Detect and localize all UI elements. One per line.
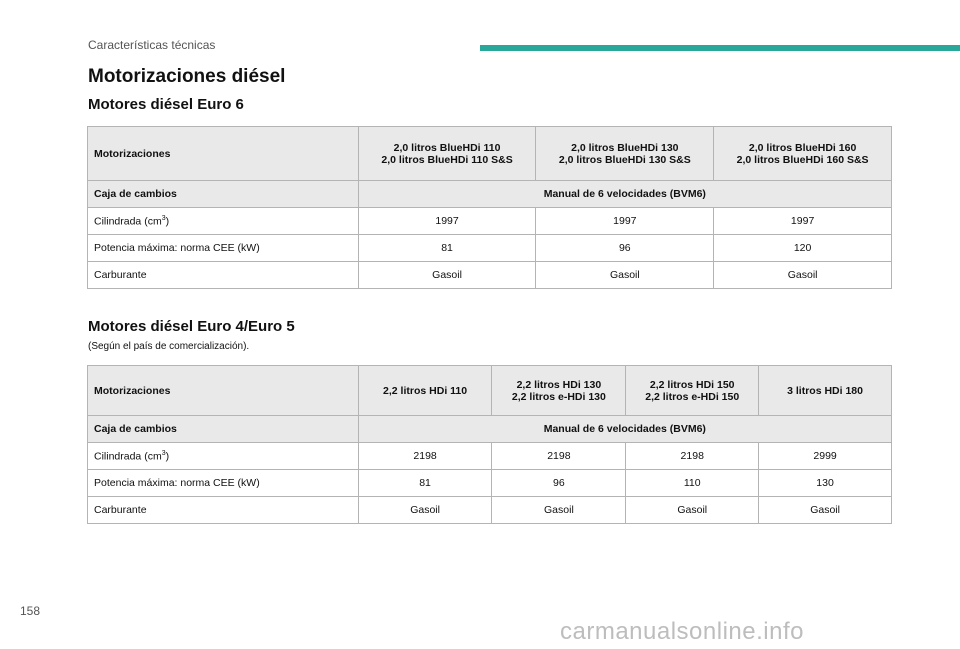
engine-header: 2,0 litros BlueHDi 130 2,0 litros BlueHDi 130 S&S — [536, 127, 714, 181]
table-cell: 2198 — [358, 443, 492, 470]
table-cell: 120 — [714, 235, 892, 262]
table-cell: Gasoil — [536, 262, 714, 289]
row-label-cilindrada: Cilindrada $(cm^3)$ — [88, 208, 359, 235]
table-cell: 96 — [492, 470, 626, 497]
table-row — [88, 366, 892, 416]
table-cell: 130 — [759, 470, 892, 497]
row-label-caja: Caja de cambios — [88, 416, 359, 443]
table-row — [88, 443, 892, 470]
table-cell: 1997 — [714, 208, 892, 235]
table-cell: Gasoil — [759, 497, 892, 524]
table-cell: Gasoil — [714, 262, 892, 289]
euro45-heading: Motores diésel Euro 4/Euro 5 — [88, 318, 295, 335]
table-cell: Gasoil — [358, 262, 536, 289]
table-cell: Gasoil — [358, 497, 492, 524]
row-label-potencia: Potencia máxima: norma CEE (kW) — [88, 470, 359, 497]
row-label-cilindrada: Cilindrada $(cm^3)$ — [88, 443, 359, 470]
table-cell: 96 — [536, 235, 714, 262]
table-row — [88, 181, 892, 208]
table-cell: 110 — [626, 470, 759, 497]
page-number: 158 — [20, 604, 41, 618]
row-label-caja: Caja de cambios — [88, 181, 359, 208]
table-row — [88, 470, 892, 497]
engine-header: 2,2 litros HDi 150 2,2 litros e-HDi 150 — [626, 366, 759, 416]
engine-header: 2,2 litros HDi 130 2,2 litros e-HDi 130 — [492, 366, 626, 416]
table-cell: 1997 — [536, 208, 714, 235]
table-cell: Gasoil — [626, 497, 759, 524]
engine-header: 2,2 litros HDi 110 — [358, 366, 492, 416]
table-cell: 81 — [358, 235, 536, 262]
row-label-potencia: Potencia máxima: norma CEE (kW) — [88, 235, 359, 262]
table-row — [88, 208, 892, 235]
table-row — [88, 127, 892, 181]
table-cell: 1997 — [358, 208, 536, 235]
engine-header: 2,0 litros BlueHDi 110 2,0 litros BlueHDi 110 S&S — [358, 127, 536, 181]
row-label-carburante: Carburante — [88, 497, 359, 524]
page-title: Motorizaciones diésel — [88, 66, 286, 87]
engine-header: 3 litros HDi 180 — [759, 366, 892, 416]
euro45-table — [87, 365, 892, 524]
row-label-motorizaciones: Motorizaciones — [88, 366, 359, 416]
table-row — [88, 416, 892, 443]
table-cell: Gasoil — [492, 497, 626, 524]
table-row — [88, 235, 892, 262]
table-cell: 2198 — [626, 443, 759, 470]
section-label: Características técnicas — [88, 38, 216, 52]
market-note: (Según el país de comercialización). — [88, 341, 250, 352]
table-cell: 81 — [358, 470, 492, 497]
table-row — [88, 497, 892, 524]
row-label-motorizaciones: Motorizaciones — [88, 127, 359, 181]
table-cell: 2999 — [759, 443, 892, 470]
row-label-carburante: Carburante — [88, 262, 359, 289]
header-accent-bar — [480, 45, 960, 51]
gearbox-value: Manual de 6 velocidades (BVM6) — [358, 181, 891, 208]
gearbox-value: Manual de 6 velocidades (BVM6) — [358, 416, 891, 443]
watermark: carmanualsonline.info — [560, 618, 804, 645]
engine-header: 2,0 litros BlueHDi 160 2,0 litros BlueHDi 160 S&S — [714, 127, 892, 181]
table-row — [88, 262, 892, 289]
euro6-heading: Motores diésel Euro 6 — [88, 96, 244, 113]
table-cell: 2198 — [492, 443, 626, 470]
euro6-table — [87, 126, 892, 289]
